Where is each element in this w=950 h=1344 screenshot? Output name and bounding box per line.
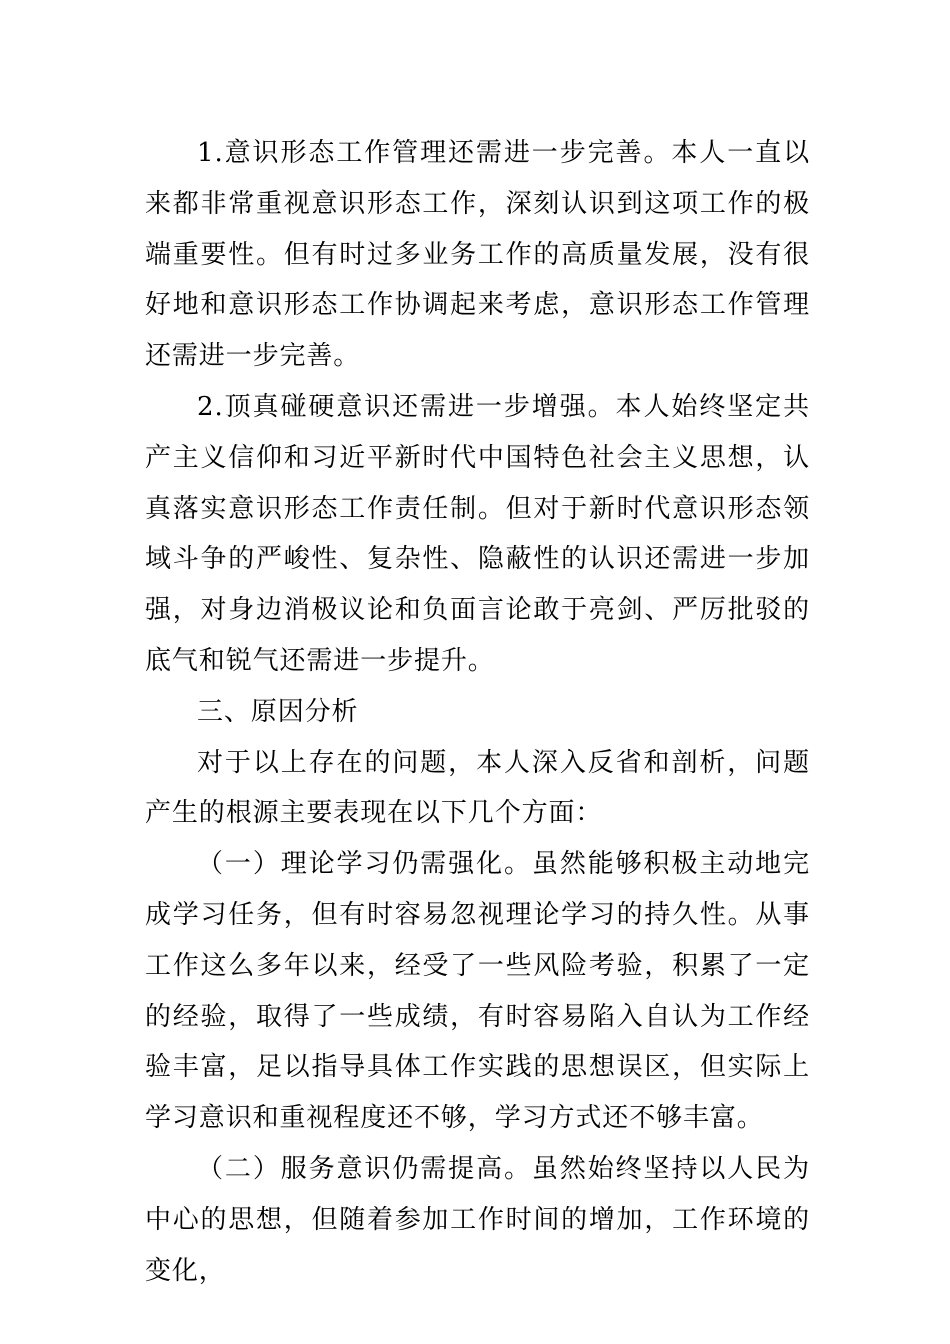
paragraph-theory-study: （一）理论学习仍需强化。虽然能够积极主动地完成学习任务，但有时容易忽视理论学习的持久性。从事工作这么多年以来，经受了一些风险考验，积累了一定的经验，取得了一些成绩，有时容易陷入自认为工作经验丰富，足以指导具体工作实践的思想误区，但实际上学习意识和重视程度还不够，学习方式还不够丰富。 [145,849,810,1134]
section-heading-cause-analysis: 三、原因分析 [197,696,359,727]
paragraph-service-awareness: （二）服务意识仍需提高。虽然始终坚持以人民为中心的思想，但随着参加工作时间的增加，工作环境的变化， [145,1153,810,1286]
paragraph-cause-intro: 对于以上存在的问题，本人深入反省和剖析，问题产生的根源主要表现在以下几个方面： [145,747,810,829]
paragraph-firm-attitude: 2.顶真碰硬意识还需进一步增强。本人始终坚定共产主义信仰和习近平新时代中国特色社会主义思想，认真落实意识形态工作责任制。但对于新时代意识形态领域斗争的严峻性、复杂性、隐蔽性的认识还需进一步加强，对身边消极议论和负面言论敢于亮剑、严厉批驳的底气和锐气还需进一步提升。 [145,391,810,676]
paragraph-ideology-management: 1.意识形态工作管理还需进一步完善。本人一直以来都非常重视意识形态工作，深刻认识到这项工作的极端重要性。但有时过多业务工作的高质量发展，没有很好地和意识形态工作协调起来考虑，意识形态工作管理还需进一步完善。 [145,138,810,372]
document-body [145,128,810,1296]
